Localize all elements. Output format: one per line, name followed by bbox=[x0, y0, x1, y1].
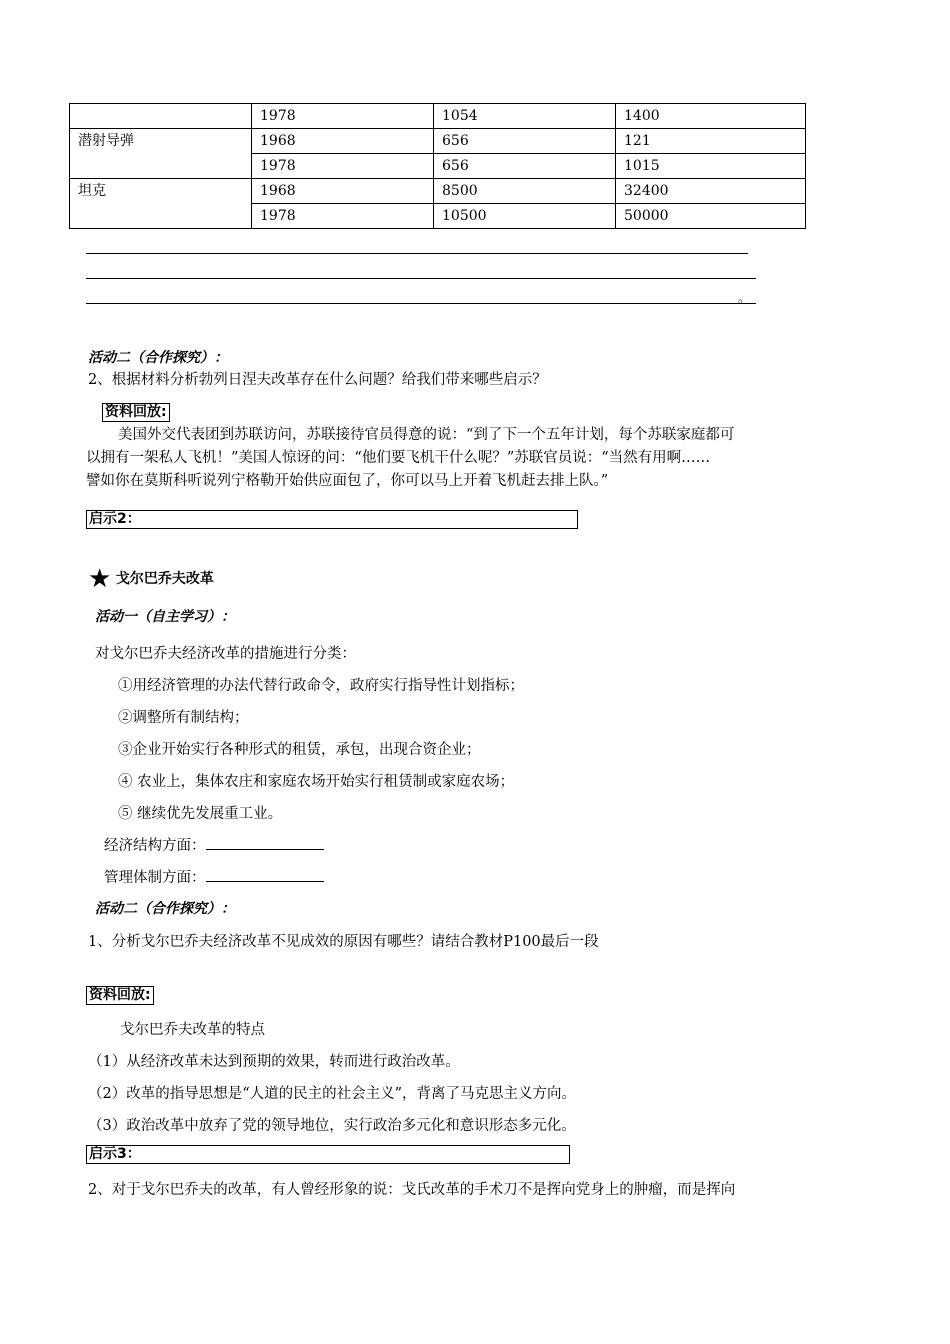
material-label: 资料回放: bbox=[86, 986, 154, 1005]
insight-two-box[interactable] bbox=[86, 510, 578, 529]
table-cell-value-a: 656 bbox=[434, 129, 616, 154]
activity-two-heading: 活动二（合作探究）： bbox=[88, 350, 228, 366]
material-line: 譬如你在莫斯科听说列宁格勒开始供应面包了，你可以马上开着飞机赶去排上队。” bbox=[86, 473, 609, 489]
weapons-table bbox=[69, 103, 806, 229]
economic-structure-label: 经济结构方面： bbox=[104, 838, 206, 854]
insight-two-label: 启示2： bbox=[89, 511, 141, 527]
measure-item: ②调整所有制结构； bbox=[118, 710, 249, 726]
table-cell-value-b: 1400 bbox=[616, 104, 806, 129]
table-cell-year: 1978 bbox=[252, 204, 434, 229]
feature-item: （3）政治改革中放弃了党的领导地位，实行政治多元化和意识形态多元化。 bbox=[88, 1118, 576, 1134]
table-cell-year: 1978 bbox=[252, 104, 434, 129]
material-label: 资料回放: bbox=[102, 403, 170, 422]
table-cell-value-a: 1054 bbox=[434, 104, 616, 129]
feature-item: （1）从经济改革未达到预期的效果，转而进行政治改革。 bbox=[88, 1054, 460, 1070]
management-label: 管理体制方面： bbox=[104, 870, 206, 886]
table-cell-value-a: 8500 bbox=[434, 179, 616, 204]
question-two: 2、根据材料分析勃列日涅夫改革存在什么问题？给我们带来哪些启示？ bbox=[88, 372, 547, 388]
material-paragraph bbox=[86, 424, 866, 493]
table-cell-value-a: 656 bbox=[434, 154, 616, 179]
economic-structure-blank[interactable] bbox=[206, 835, 324, 850]
table-cell-label: 潜射导弹 bbox=[70, 129, 252, 179]
material-line: 美国外交代表团到苏联访问，苏联接待官员得意的说：“到了下一个五年计划，每个苏联家庭都可 bbox=[118, 427, 735, 443]
star-icon: ★ bbox=[88, 564, 112, 594]
table-row bbox=[70, 129, 806, 154]
table-cell-label bbox=[70, 104, 252, 129]
answer-line[interactable] bbox=[86, 253, 748, 254]
insight-three-box[interactable] bbox=[86, 1145, 570, 1164]
question-two-gorbachev: 2、对于戈尔巴乔夫的改革，有人曾经形象的说：戈氏改革的手术刀不是挥向党身上的肿瘤，而是挥向 bbox=[88, 1182, 736, 1198]
feature-item: （2）改革的指导思想是“人道的民主的社会主义”，背离了马克思主义方向。 bbox=[88, 1086, 577, 1102]
management-row bbox=[104, 866, 324, 887]
table-row bbox=[70, 179, 806, 204]
table-cell-value-b: 50000 bbox=[616, 204, 806, 229]
measure-item: ④ 农业上，集体农庄和家庭农场开始实行租赁制或家庭农场； bbox=[118, 774, 515, 790]
table-cell-year: 1978 bbox=[252, 154, 434, 179]
table-cell-value-a: 10500 bbox=[434, 204, 616, 229]
answer-line[interactable] bbox=[86, 303, 756, 304]
table-cell-year: 1968 bbox=[252, 129, 434, 154]
question-one: 1、分析戈尔巴乔夫经济改革不见成效的原因有哪些？请结合教材P100最后一段 bbox=[88, 934, 599, 950]
table-cell-value-b: 121 bbox=[616, 129, 806, 154]
classify-prompt: 对戈尔巴乔夫经济改革的措施进行分类： bbox=[95, 646, 356, 662]
management-blank[interactable] bbox=[206, 867, 324, 882]
section-heading bbox=[88, 566, 214, 592]
features-title: 戈尔巴乔夫改革的特点 bbox=[120, 1022, 265, 1038]
measure-item: ③企业开始实行各种形式的租赁，承包，出现合资企业； bbox=[118, 742, 481, 758]
table-cell-label: 坦克 bbox=[70, 179, 252, 229]
section-title: 戈尔巴乔夫改革 bbox=[115, 571, 214, 587]
insight-three-label: 启示3： bbox=[89, 1146, 141, 1162]
measure-item: ⑤ 继续优先发展重工业。 bbox=[118, 806, 283, 822]
activity-one-heading: 活动一（自主学习）： bbox=[95, 609, 235, 625]
material-line: 以拥有一架私人飞机！”美国人惊讶的问：“他们要飞机干什么呢？”苏联官员说：“当然有用啊…… bbox=[86, 450, 711, 466]
table-cell-value-b: 1015 bbox=[616, 154, 806, 179]
activity-two-heading: 活动二（合作探究）： bbox=[95, 901, 235, 917]
answer-line[interactable] bbox=[86, 278, 756, 279]
table-cell-value-b: 32400 bbox=[616, 179, 806, 204]
economic-structure-row bbox=[104, 834, 324, 855]
table-row bbox=[70, 104, 806, 129]
measure-item: ①用经济管理的办法代替行政命令，政府实行指导性计划指标； bbox=[118, 678, 524, 694]
table-cell-year: 1968 bbox=[252, 179, 434, 204]
answer-end-mark: 。 bbox=[738, 291, 752, 306]
